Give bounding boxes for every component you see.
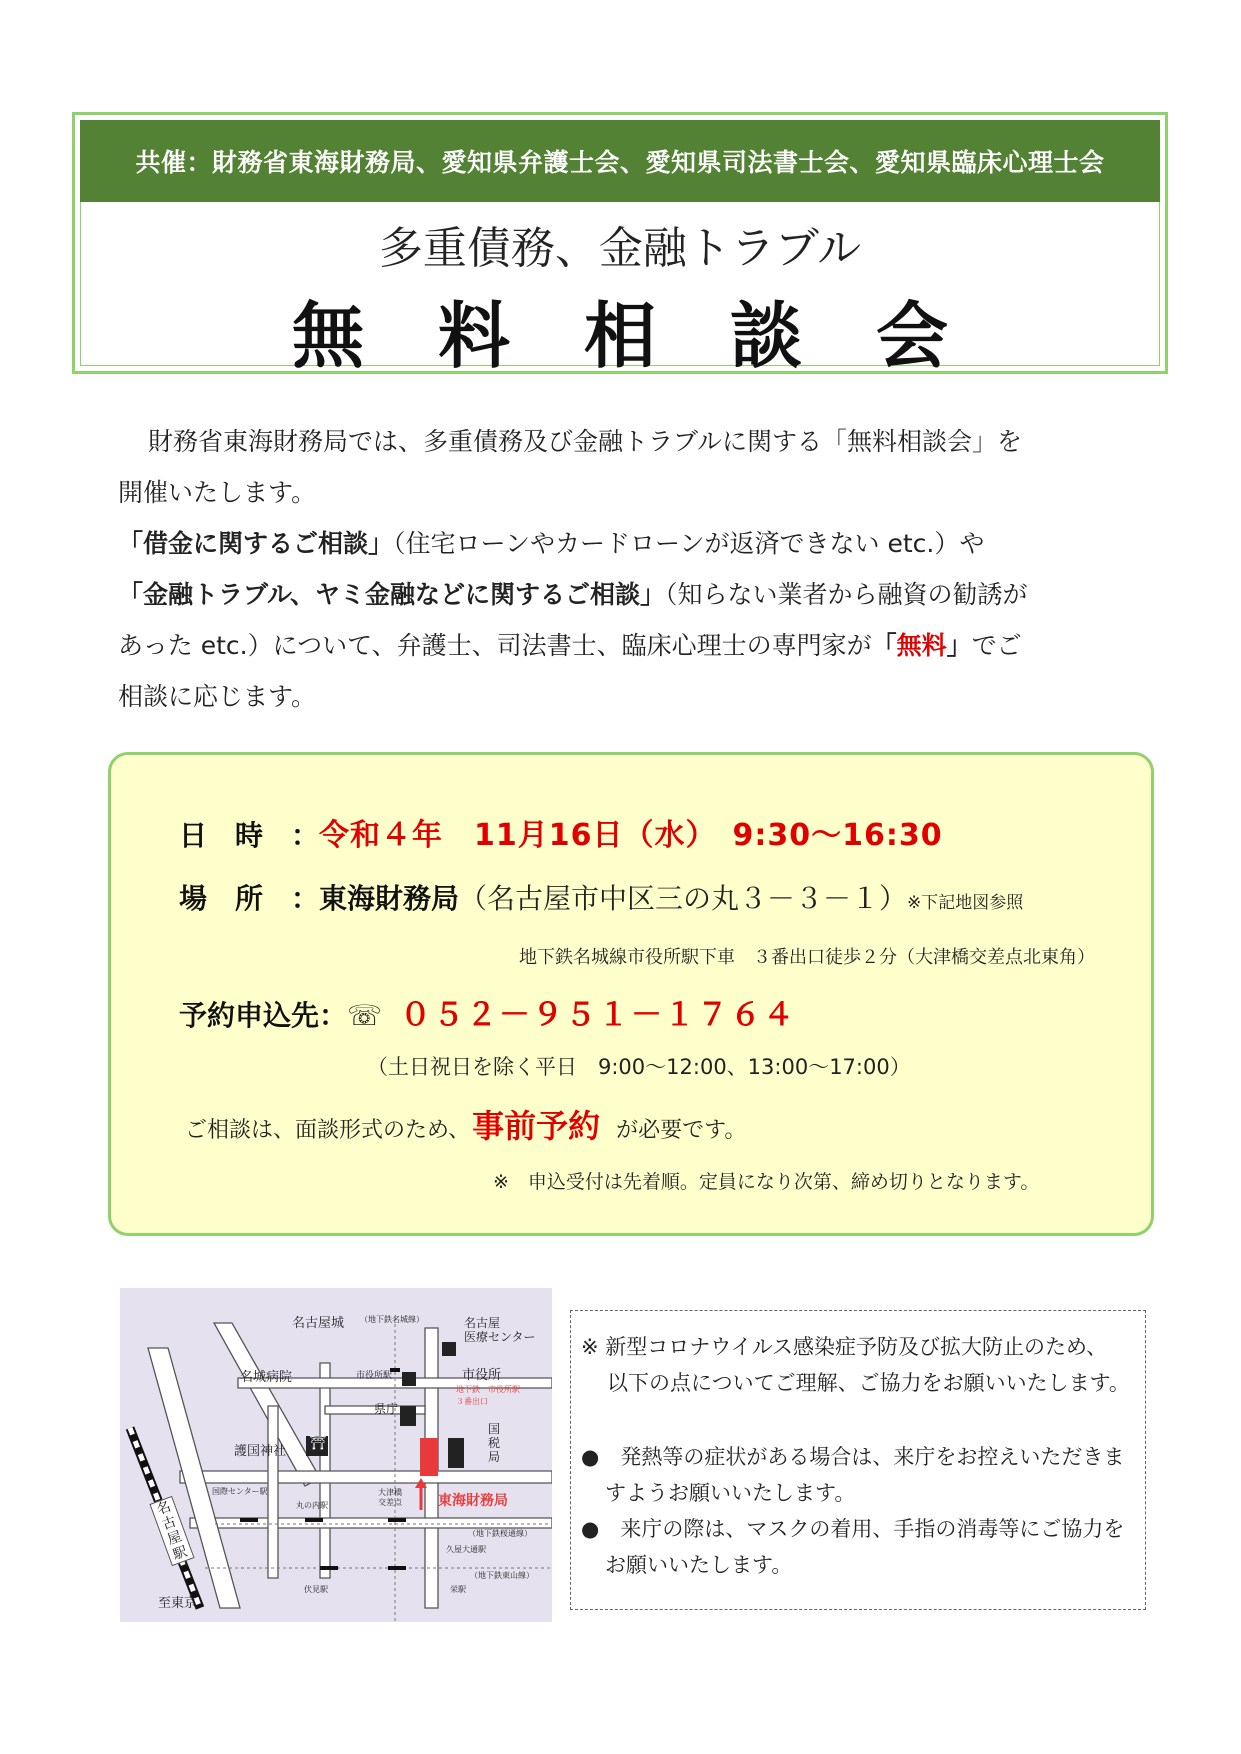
shrine-icon: ⛩ <box>309 1435 327 1451</box>
intro-line-2: 開催いたします。 <box>118 478 317 507</box>
notice-bullet-1-cont: すようお願いいたします。 <box>605 1481 856 1505</box>
bracket-close: 」 <box>946 631 972 660</box>
map-label-tax-office: 国税局 <box>488 1422 501 1464</box>
map-label-kokusai-station: 国際センター駅 <box>212 1487 268 1496</box>
loan-consult-examples: （住宅ローンやカードローンが返済できない etc.）や <box>393 529 985 558</box>
loan-consult-heading: 「借金に関するご相談」 <box>118 529 394 558</box>
finance-trouble-examples: （知らない業者から融資の勧誘が <box>665 580 1028 609</box>
map-label-gokoku-shrine: 護国神社 <box>234 1444 287 1459</box>
intro-paragraph <box>118 416 1138 722</box>
event-info-box <box>108 752 1154 1236</box>
covid-notice-box <box>570 1310 1146 1610</box>
reservation-label: 予約申込先： <box>179 999 348 1032</box>
map-label-tokai-zaimu: 東海財務局 <box>438 1493 508 1509</box>
intro-line-4 <box>118 569 1138 620</box>
cohost-banner: 共催：財務省東海財務局、愛知県弁護士会、愛知県司法書士会、愛知県臨床心理士会 <box>80 120 1160 202</box>
reservation-required-row <box>185 1101 746 1147</box>
map-label-shiyakusho-station: 市役所駅 <box>356 1371 393 1381</box>
map-label-pref-office: 県庁 <box>374 1402 399 1416</box>
date-row <box>179 810 943 854</box>
experts-text: あった etc.）について、弁護士、司法書士、臨床心理士の専門家が <box>118 631 872 660</box>
reservation-row <box>179 989 796 1034</box>
map-label-sakuradori-line: （地下鉄桜通線） <box>468 1529 532 1538</box>
map-label-medical: 名古屋 <box>464 1316 501 1330</box>
free-highlight: 無料 <box>896 631 947 660</box>
intro-line-3 <box>118 518 1138 569</box>
map-label-otsubashi: 大津橋交差点 <box>378 1488 402 1507</box>
place-label: 場 所 ： <box>179 882 320 915</box>
map-label-exit-note: 地下鉄 市役所駅 <box>456 1385 520 1394</box>
notice-line-2: 以下の点についてご理解、ご協力をお願いいたします。 <box>607 1371 1130 1395</box>
date-value: 令和４年 11月16日（水） 9:30～16:30 <box>319 818 943 853</box>
map-label-to-tokyo: 至東京 <box>158 1596 198 1611</box>
office-hours: （土日祝日を除く平日 9:00～12:00、13:00～17:00） <box>367 1055 911 1079</box>
phone-number[interactable]: ０５２－９５１－１７６４ <box>400 997 797 1033</box>
advance-reservation-highlight: 事前予約 <box>472 1107 601 1145</box>
bracket-open: 「 <box>871 631 897 660</box>
map-label-marunouchi-station: 丸の内駅 <box>296 1501 328 1510</box>
finance-trouble-heading: 「金融トラブル、ヤミ金融などに関するご相談」 <box>118 580 666 609</box>
map-label-fushimi-station: 伏見駅 <box>304 1585 328 1594</box>
notice-bullet-2: ● 来庁の際は、マスクの着用、手指の消毒等にご協力を <box>581 1517 1125 1541</box>
intro-line-6: 相談に応じます。 <box>118 682 317 711</box>
map-label-medical-center: 医療センター <box>464 1330 536 1344</box>
map-label-sakae-station: 栄駅 <box>450 1585 466 1594</box>
map-label-higashiyama-line: （地下鉄東山線） <box>470 1571 534 1580</box>
access-map <box>120 1288 552 1622</box>
consult-format-text: ご相談は、面談形式のため、 <box>185 1118 471 1143</box>
map-label-nagoya-castle: 名古屋城 <box>292 1316 345 1331</box>
event-title: 無料相談会 <box>291 294 1022 378</box>
experts-text-end: でご <box>971 631 1022 660</box>
place-address: （名古屋市中区三の丸３－３－１） <box>459 882 908 915</box>
map-label-meijo-hospital: 名城病院 <box>240 1370 293 1385</box>
intro-line-5 <box>118 620 1138 671</box>
notice-line-1: ※ 新型コロナウイルス感染症予防及び拡大防止のため、 <box>581 1335 1108 1359</box>
place-name: 東海財務局 <box>319 882 460 915</box>
map-reference-note: ※下記地図参照 <box>907 893 1024 913</box>
date-label: 日 時 ： <box>179 819 320 852</box>
map-label-meijo-line: （地下鉄名城線） <box>360 1315 424 1324</box>
access-directions: 地下鉄名城線市役所駅下車 ３番出口徒歩２分（大津橋交差点北東角） <box>519 947 1095 968</box>
notice-bullet-1: ● 発熱等の症状がある場合は、来庁をお控えいただきま <box>581 1445 1125 1469</box>
map-label-exit-number: ３番出口 <box>456 1397 488 1406</box>
map-label-city-hall: 市役所 <box>462 1368 502 1383</box>
event-subtitle: 多重債務、金融トラブル <box>378 223 862 274</box>
place-row <box>179 877 1023 917</box>
required-text: が必要です。 <box>616 1118 747 1143</box>
phone-icon: ☏ <box>347 999 383 1032</box>
map-label-nagoya-station: 名古屋駅 <box>149 1496 194 1566</box>
first-come-note: ※ 申込受付は先着順。定員になり次第、締め切りとなります。 <box>493 1171 1040 1193</box>
intro-line-1: 財務省東海財務局では、多重債務及び金融トラブルに関する「無料相談会」を <box>148 427 1023 456</box>
notice-bullet-2-cont: お願いいたします。 <box>605 1553 793 1577</box>
map-label-hisaya-station: 久屋大通駅 <box>446 1545 486 1554</box>
